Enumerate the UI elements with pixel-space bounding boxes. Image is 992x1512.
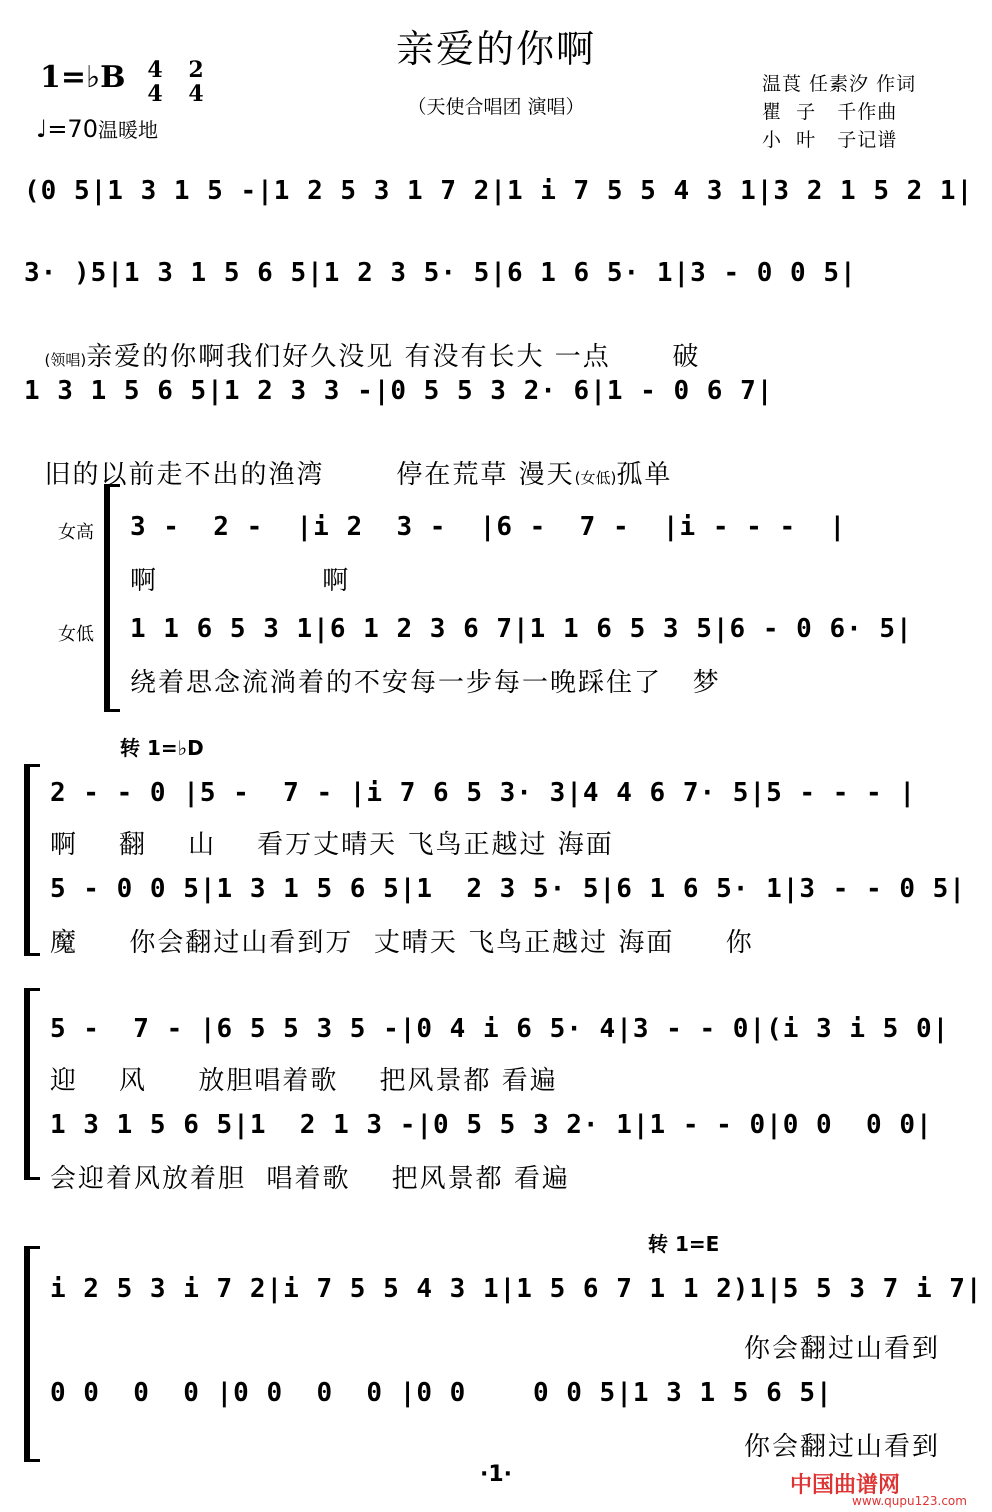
soprano-lyrics-3: 迎 风 放胆唱着歌 把风景都 看遍 — [50, 1066, 558, 1096]
alto-lyrics-4: 你会翻过山看到 — [744, 1432, 941, 1462]
alto-notes-3: 1 3 1 5 6 5|1 2 1 3 -|0 5 5 3 2· 1|1 - - 0|0 0 0 0| — [50, 1110, 933, 1140]
notation-line-2: 3· )5|1 3 1 5 6 5|1 2 3 5· 5|6 1 6 5· 1|3 - 0 0 5| — [24, 258, 857, 288]
alto-notes-2: 5 - 0 0 5|1 3 1 5 6 5|1 2 3 5· 5|6 1 6 5· 1|3 - - 0 5| — [50, 874, 966, 904]
lyrics-line-3: 旧的以前走不出的渔湾 停在荒草 漫天(女低)孤单 — [44, 460, 673, 490]
alto-notes-1: 1 1 6 5 3 1|6 1 2 3 6 7|1 1 6 5 3 5|6 - 0 6· 5| — [130, 614, 913, 644]
transcriber-credit: 小 叶 子记谱 — [762, 129, 898, 151]
page-number: ·1· — [479, 1462, 513, 1487]
lyricist-credit: 温莨 任素汐 作词 — [762, 73, 917, 95]
choir-brace-1 — [104, 484, 120, 712]
alto-label: 女低 — [58, 624, 94, 645]
alto-tag: (女低) — [574, 469, 617, 487]
lyrics-line-2: (领唱)亲爱的你啊我们好久没见 有没有长大 一点 破 — [44, 342, 701, 372]
choir-brace-2 — [24, 764, 40, 956]
song-title: 亲爱的你啊 — [395, 27, 596, 71]
soprano-lyrics-2: 啊 翻 山 看万丈晴天 飞鸟正越过 海面 — [50, 830, 614, 860]
soprano-lyrics-1: 啊 啊 — [130, 566, 351, 596]
alto-lyrics-1: 绕着思念流淌着的不安每一步每一晚踩住了 梦 — [130, 668, 721, 698]
watermark-logo: 中国曲谱网 — [790, 1473, 901, 1498]
key-signature: 1=♭B — [40, 60, 126, 95]
soprano-notes-3: 5 - 7 - |6 5 5 3 5 -|0 4 i 6 5· 4|3 - - 0|(i 3 i 5 0| — [50, 1014, 950, 1044]
alto-lyrics-2: 魔 你会翻过山看到万 丈晴天 飞鸟正越过 海面 你 — [50, 928, 754, 958]
performer-subtitle: （天使合唱团 演唱） — [407, 96, 585, 118]
modulation-marking-1: 转 1=♭D — [120, 736, 204, 760]
soprano-notes-4: i 2 5 3 i 7 2|i 7 5 5 4 3 1|1 5 6 7 1 1 2)1|5 5 3 7 i 7| — [50, 1274, 983, 1304]
watermark-url: www.qupu123.com — [852, 1494, 967, 1508]
composer-credit: 瞿 子 千作曲 — [762, 101, 898, 123]
time-signature-1: 4 4 — [147, 57, 163, 107]
soprano-notes-2: 2 - - 0 |5 - 7 - |i 7 6 5 3· 3|4 4 6 7· 5|5 - - - | — [50, 778, 916, 808]
time-signature-2: 2 4 — [188, 57, 204, 107]
alto-lyrics-3: 会迎着风放着胆 唱着歌 把风景都 看遍 — [50, 1164, 570, 1194]
soprano-label: 女高 — [58, 522, 94, 543]
alto-notes-4: 0 0 0 0 |0 0 0 0 |0 0 0 0 5|1 3 1 5 6 5| — [50, 1378, 833, 1408]
soprano-lyrics-4: 你会翻过山看到 — [744, 1334, 941, 1364]
choir-brace-4 — [24, 1246, 40, 1462]
credits — [762, 70, 916, 154]
modulation-marking-2: 转 1=E — [648, 1232, 720, 1256]
soprano-notes-1: 3 - 2 - |i 2 3 - |6 - 7 - |i - - - | — [130, 512, 847, 542]
choir-brace-3 — [24, 988, 40, 1180]
notation-line-1: (0 5|1 3 1 5 -|1 2 5 3 1 7 2|1 i 7 5 5 4 3 1|3 2 1 5 2 1| — [24, 176, 974, 206]
tempo-marking: ♩=70温暖地 — [36, 115, 158, 143]
lead-vocal-tag: (领唱) — [44, 351, 87, 369]
notation-line-3: 1 3 1 5 6 5|1 2 3 3 -|0 5 5 3 2· 6|1 - 0 6 7| — [24, 376, 774, 406]
